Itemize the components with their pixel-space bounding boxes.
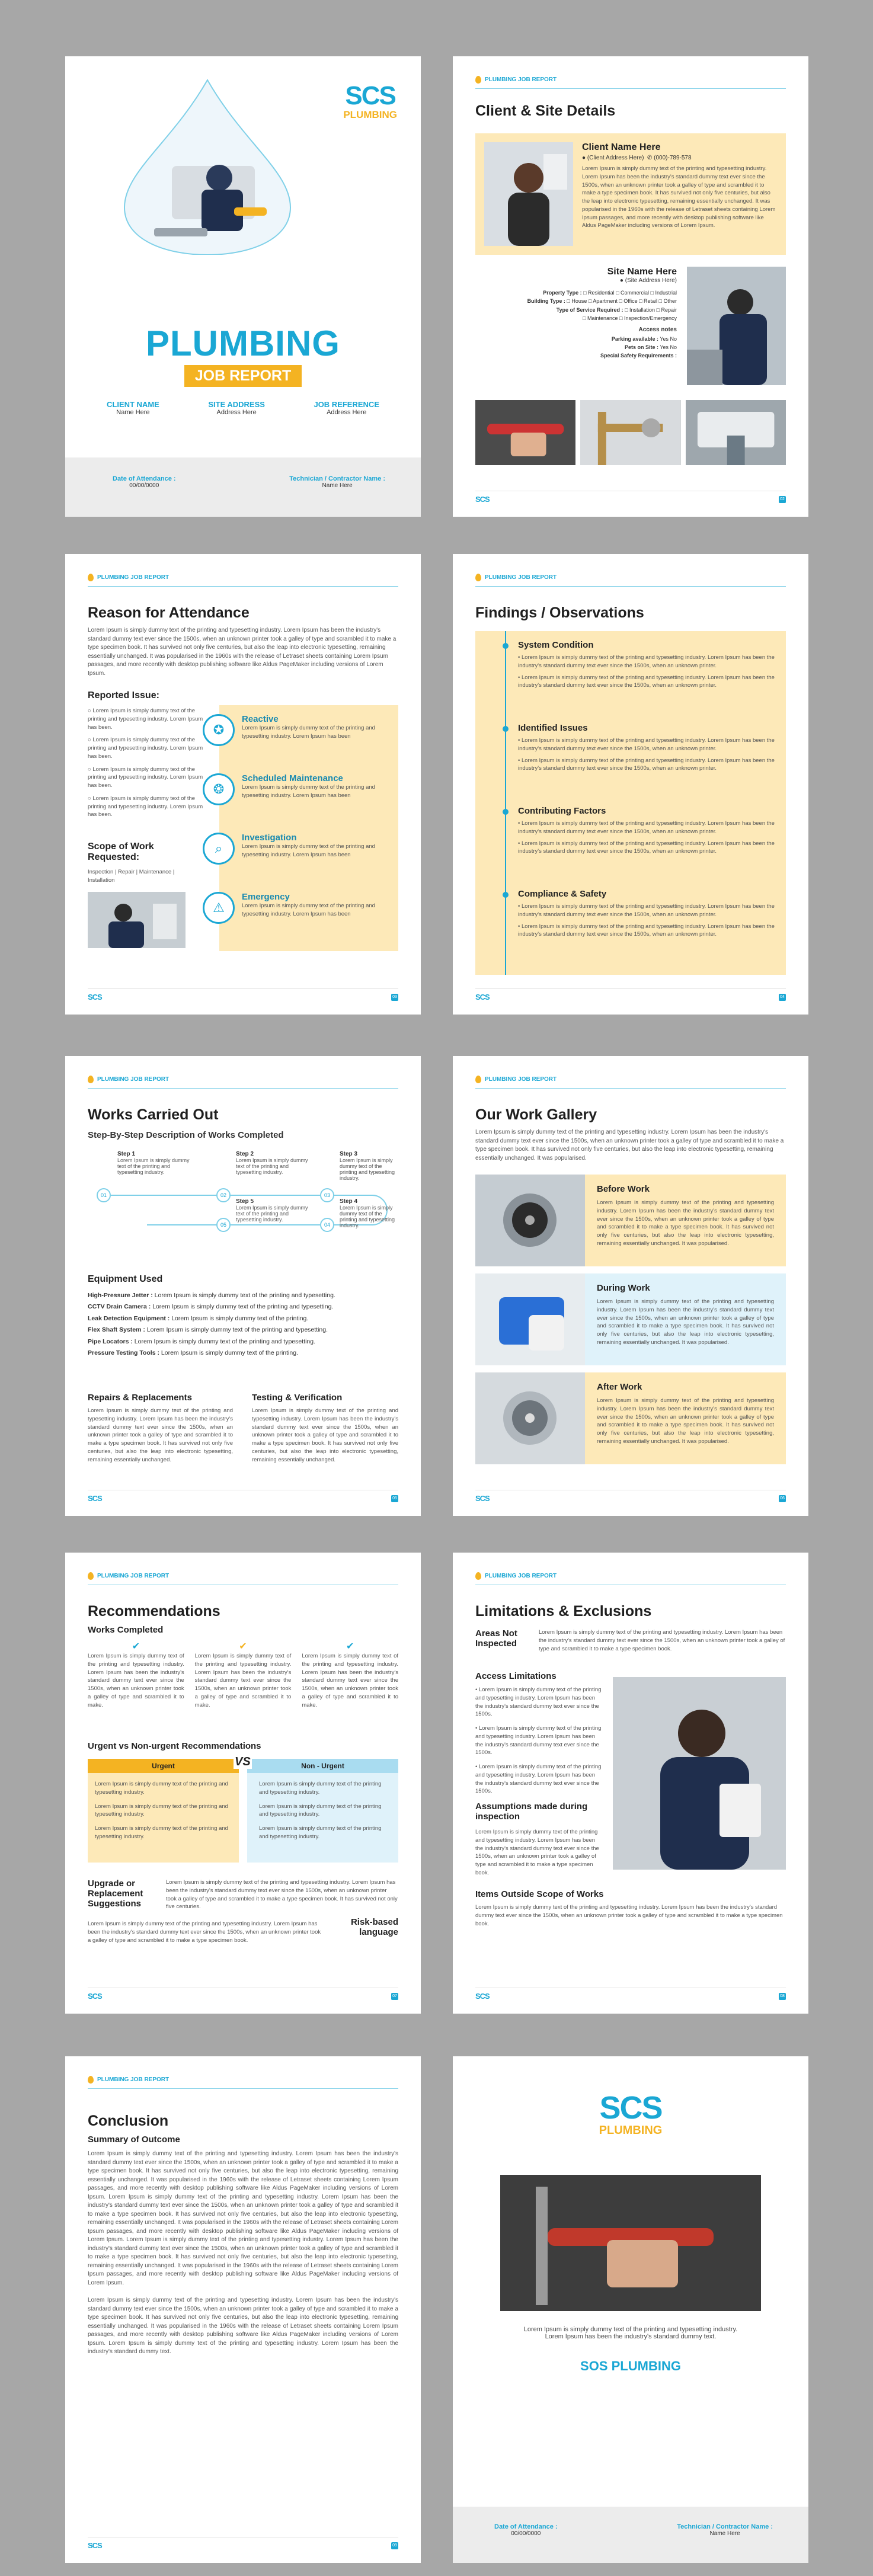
upgrade-text: Lorem Ipsum is simply dummy text of the printing and typesetting industry. Lorem Ipsum has been the industry's standard dummy text ever since the 1500s, when an unknown printer took a galley of type and scrambled it to make a type specimen book. It has survived not only five centuries. [166,1879,398,1911]
completed-list [88,1640,398,1709]
cover-page [65,56,421,517]
site-rows: Property Type : □ Residential □ Commercial □ Industrial Building Type : □ House □ Apartment □ Office □ Retail □ Other Type of Service Required : □ Installation □ Repair □ Maintenance □ Inspection/Emergency Access notes Parking available : Yes No Pets on Site : Yes No Special Safety Requirements : [527,290,677,359]
page-number: 04 [779,994,786,1001]
risk-title: Risk-based language [350,1917,398,1937]
outside-text: Lorem Ipsum is simply dummy text of the printing and typesetting industry. Lorem Ipsum has been the industry's standard dummy text ever since the 1500s, when an unknown printer took a galley of type and scrambled it to make a type specimen book. [475,1904,783,1927]
client-photo [484,142,573,246]
completed-item: ✔ Lorem Ipsum is simply dummy text of the printing and typesetting industry. Lorem Ipsum has been the industry's standard dummy text ever since the 1500s, when an unknown printer took a galley of type and scrambled it to make. [194,1641,292,1708]
repairs-text: Lorem Ipsum is simply dummy text of the printing and typesetting industry. Lorem Ipsum has been the industry's standard dummy text ever since the 1500s, when an unknown printer took a galley of type and scrambled it to make a type specimen book. It has survived not only five centuries, but also the leap into electronic typesetting, remaining essentially unchanged. [88,1407,233,1463]
gallery-item: Before Work Lorem Ipsum is simply dummy text of the printing and typesetting industry. Lorem Ipsum has been the industry's standard dummy text ever since the 1500s, when an unknown printer took a galley of type and scrambled it to make a type specimen book. It has survived not only five centuries, but also the leap into electronic typesetting, remaining essentially unchanged. It was popularised. [475,1175,786,1266]
cover-field: CLIENT NAME Name Here [107,400,159,416]
page-footer [475,1490,786,1503]
site-details [475,267,677,360]
scope-text: Inspection | Repair | Maintenance | Installation [88,869,175,884]
gallery-list [475,1175,786,1464]
wrench-icon: ✪ [203,714,235,746]
areas-title: Areas Not Inspected [475,1628,517,1649]
equipment-title: Equipment Used [88,1274,163,1284]
photo-pipes [580,400,680,465]
footer-logo: SCS [88,2541,102,2550]
attendance-types [203,714,398,951]
page-title: Client & Site Details [475,103,616,119]
client-panel [475,133,786,255]
during-photo [475,1273,585,1365]
list-item: • Lorem Ipsum is simply dummy text of the printing and typesetting industry. Lorem Ipsum has been the industry's standard dummy text ever since the 1500s. [475,1687,602,1718]
summary-paragraph: Lorem Ipsum is simply dummy text of the printing and typesetting industry. Lorem Ipsum has been the industry's standard dummy text ever since the 1500s, when an unknown printer took a galley of type and scrambled it to make a type specimen book. It has survived not only five centuries, but also the leap into electronic typesetting, remaining essentially unchanged. It was popularised in the 1960s with the release of Letraset sheets containing Lorem Ipsum passages, and more recently with desktop publishing software like Aldus PageMaker including versions of Lorem Ipsum. Lorem Ipsum is simply dummy text of the printing and typesetting industry. Lorem Ipsum has been the industry's standard dummy text ever since the 1500s, when an unknown printer took a galley of type and scrambled it to make a type specimen book. It has survived not only five centuries, but also the leap into electronic typesetting, remaining essentially unchanged. It was popularised in the 1960s with the release of Letraset sheets containing Lorem Ipsum passages, and more recently with desktop publishing software like Aldus PageMaker including versions of Lorem Ipsum. Lorem Ipsum is simply dummy text of the printing and typesetting industry. Lorem Ipsum has been the industry's standard dummy text ever since the 1500s, when an unknown printer took a galley of type and scrambled it to make a type specimen book. It has survived not only five centuries, but also the leap into electronic typesetting, remaining essentially unchanged. It was popularised in the 1960s with the release of Letraset sheets containing Lorem Ipsum passages, and more recently with desktop publishing software like Aldus PageMaker including versions of Lorem Ipsum. [88,2151,398,2286]
completed-item: ✔ Lorem Ipsum is simply dummy text of the printing and typesetting industry. Lorem Ipsum has been the industry's standard dummy text ever since the 1500s, when an unknown printer took a galley of type and scrambled it to make. [88,1641,184,1708]
page-number: 08 [779,1993,786,2000]
equipment-item: High-Pressure Jetter : Lorem Ipsum is simply dummy text of the printing and typesetting. [88,1292,335,1299]
page-header: PLUMBING JOB REPORT [88,574,398,587]
cover-field: JOB REFERENCE Address Here [314,400,379,416]
list-item: ○ Lorem Ipsum is simply dummy text of the printing and typesetting industry. Lorem Ipsum has been. [88,795,203,818]
page-footer [88,988,398,1001]
footer-logo: SCS [88,993,102,1001]
type-item: ⚠ Emergency Lorem Ipsum is simply dummy text of the printing and typesetting industry. Lorem Ipsum has been [203,892,398,951]
page-title: Conclusion [88,2113,169,2129]
location-icon: ● [582,155,586,161]
reported-title: Reported Issue: [88,690,159,700]
cover-footer: Date of Attendance : 00/00/0000 Technician / Contractor Name : Name Here [65,457,421,517]
timeline-dot [503,892,509,898]
access-title: Access Limitations [475,1671,557,1681]
step-item: Step 5 Lorem Ipsum is simply dummy text of the printing and typesetting industry. [236,1198,308,1223]
page-number: 05 [391,1495,398,1502]
page-header: PLUMBING JOB REPORT [88,1572,398,1585]
outside-title: Items Outside Scope of Works [475,1889,604,1899]
step-item: Step 1 Lorem Ipsum is simply dummy text of the printing and typesetting industry. [117,1151,190,1175]
drop-icon [475,574,481,581]
timeline-dot [503,809,509,815]
back-brand: SOS PLUMBING [580,2359,681,2373]
upgrade-title: Upgrade or Replacement Suggestions [88,1879,143,1909]
step-number: 03 [320,1188,334,1202]
page-footer [88,1988,398,2001]
list-item: ○ Lorem Ipsum is simply dummy text of the printing and typesetting industry. Lorem Ipsum has been. [88,737,203,760]
cover-field: SITE ADDRESS Address Here [208,400,265,416]
timeline-dot [503,726,509,732]
step-item: Step 3 Lorem Ipsum is simply dummy text of the printing and typesetting industry. [340,1151,395,1181]
page-number: 06 [779,1495,786,1502]
page-title: Reason for Attendance [88,604,250,621]
back-photo [500,2175,761,2311]
drop-icon [88,1572,94,1580]
footer-logo: SCS [475,993,490,1001]
site-photo-strip [475,400,786,465]
page-header: PLUMBING JOB REPORT [88,1076,398,1089]
footer-logo: SCS [475,1992,490,2001]
step-number: 01 [97,1188,111,1202]
timeline-line [505,631,506,975]
calendar-icon: ❂ [203,773,235,805]
client-description: Lorem Ipsum is simply dummy text of the printing and typesetting industry. Lorem Ipsum has been the industry's standard dummy text ever since the 1500s, when an unknown printer took a galley of type and scrambled it to make a type specimen book. It has survived not only five centuries, but also the leap into electronic typesetting, remaining essentially unchanged. It was popularised in the 1960s with the release of Letraset sheets containing Lorem Ipsum passages, and more recently with desktop publishing software like Aldus PageMaker including versions of Lorem Ipsum. [582,165,776,229]
timeline-dot [503,643,509,649]
gallery-page [453,1056,808,1516]
drop-icon [475,1076,481,1083]
list-item: ○ Lorem Ipsum is simply dummy text of the printing and typesetting industry. Lorem Ipsum has been. [88,766,203,789]
type-item: ✪ Reactive Lorem Ipsum is simply dummy text of the printing and typesetting industry. Lorem Ipsum has been [203,714,398,773]
page-header: PLUMBING JOB REPORT [475,1572,786,1585]
repairs-title: Repairs & Replacements [88,1393,192,1403]
site-photo [687,267,786,385]
completed-item: ✔ Lorem Ipsum is simply dummy text of the printing and typesetting industry. Lorem Ipsum has been the industry's standard dummy text ever since the 1500s, when an unknown printer took a galley of type and scrambled it to make. [302,1641,399,1708]
urgent-title: Urgent vs Non-urgent Recommendations [88,1741,261,1751]
scope-photo [88,892,186,948]
footer-logo: SCS [475,1494,490,1503]
limitations-page [453,1553,808,2014]
findings-page [453,554,808,1015]
list-item: • Lorem Ipsum is simply dummy text of the printing and typesetting industry. Lorem Ipsum has been the industry's standard dummy text ever since the 1500s. [475,1764,602,1795]
risk-text: Lorem Ipsum is simply dummy text of the printing and typesetting industry. Lorem Ipsum has been the industry's standard dummy text ever since the 1500s, when an unknown printer took a galley of type and scrambled it to make a type specimen book. [88,1921,321,1944]
page-footer [475,988,786,1001]
testing-text: Lorem Ipsum is simply dummy text of the printing and typesetting industry. Lorem Ipsum has been the industry's standard dummy text ever since the 1500s, when an unknown printer took a galley of type and scrambled it to make a type specimen book. It has survived not only five centuries, but also the leap into electronic typesetting, remaining essentially unchanged. [252,1407,398,1463]
footer-logo: SCS [88,1992,102,2001]
intro-text: Lorem Ipsum is simply dummy text of the printing and typesetting industry. Lorem Ipsum has been the industry's standard dummy text ever since the 1500s, when an unknown printer took a galley of type and scrambled it to make a type specimen book. It has survived not only five centuries, but also the leap into electronic typesetting, remaining essentially unchanged. It was popularised in the 1960s with the release of Letraset sheets containing Lorem Ipsum passages, and more recently with desktop publishing software like Aldus PageMaker including versions of Lorem Ipsum. [88,627,396,677]
drop-icon [88,2076,94,2084]
cover-fields [107,400,379,416]
drop-icon [475,1572,481,1580]
summary-paragraph: Lorem Ipsum is simply dummy text of the printing and typesetting industry. Lorem Ipsum has been the industry's standard dummy text ever since the 1500s, when an unknown printer took a galley of type and scrambled it to make a type specimen book. It has survived not only five centuries, but also the leap into electronic typesetting, remaining essentially unchanged. It was popularised in the 1960s with the release of Letraset sheets containing Lorem Ipsum passages, and more recently with desktop publishing software like Aldus PageMaker including versions of Lorem Ipsum. Lorem Ipsum is simply dummy text of the printing and typesetting industry. Lorem Ipsum has been the industry's standard dummy text. [88,2297,398,2355]
drop-icon [475,76,481,84]
cover-logo: SCS PLUMBING [343,81,397,120]
equipment-item: Pipe Locators : Lorem Ipsum is simply dummy text of the printing and typesetting. [88,1337,315,1345]
technician-photo [613,1677,786,1870]
client-name: Client Name Here [582,142,661,152]
before-photo [475,1175,585,1266]
location-icon: ● [619,277,623,284]
recommendations-page [65,1553,421,2014]
findings-sections [518,640,779,972]
page-title: Recommendations [88,1603,220,1620]
areas-text: Lorem Ipsum is simply dummy text of the printing and typesetting industry. Lorem Ipsum has been the industry's standard dummy text ever since the 1500s, when an unknown printer took a galley of type and scrambled it to make a type specimen book. [539,1629,785,1652]
equipment-list [88,1290,398,1359]
phone-icon: ✆ [647,155,653,161]
page-title: Works Carried Out [88,1106,219,1123]
step-item: Step 2 Lorem Ipsum is simply dummy text of the printing and typesetting industry. [236,1151,308,1175]
page-header: PLUMBING JOB REPORT [475,76,786,89]
site-name: Site Name Here [607,267,677,277]
conclusion-page [65,2056,421,2563]
photo-sink [686,400,786,465]
equipment-item: Leak Detection Equipment : Lorem Ipsum is simply dummy text of the printing. [88,1314,309,1322]
page-number: 03 [391,994,398,1001]
drop-icon [88,1076,94,1083]
photo-tools [475,400,575,465]
list-item: ○ Lorem Ipsum is simply dummy text of the printing and typesetting industry. Lorem Ipsum has been. [88,708,203,731]
list-item: • Lorem Ipsum is simply dummy text of the printing and typesetting industry. Lorem Ipsum has been the industry's standard dummy text ever since the 1500s. [475,1725,602,1756]
equipment-item: CCTV Drain Camera : Lorem Ipsum is simply dummy text of the printing and typesetting. [88,1303,334,1311]
magnifier-icon: ⌕ [203,833,235,865]
assumptions-title: Assumptions made during inspection [475,1801,588,1822]
summary-title: Summary of Outcome [88,2135,180,2145]
scope-title: Scope of Work Requested: [88,841,154,862]
check-icon: ✔ [239,1641,247,1652]
testing-title: Testing & Verification [252,1393,343,1403]
step-item: Step 4 Lorem Ipsum is simply dummy text of the printing and typesetting industry. [340,1198,395,1228]
client-page [453,56,808,517]
type-item: ⌕ Investigation Lorem Ipsum is simply dummy text of the printing and typesetting industry. Lorem Ipsum has been [203,833,398,892]
step-number: 04 [320,1218,334,1232]
reason-page [65,554,421,1015]
client-contact: ● (Client Address Here) ✆ (000)-789-578 [582,155,692,161]
check-icon: ✔ [132,1641,140,1652]
page-header: PLUMBING JOB REPORT [475,574,786,587]
page-number: 07 [391,1993,398,2000]
page-number: 09 [391,2542,398,2549]
intro-text: Lorem Ipsum is simply dummy text of the printing and typesetting industry. Lorem Ipsum has been the industry's standard dummy text ever since the 1500s, when an unknown printer took a galley of type and scrambled it to make a type specimen book. It has survived not only five centuries, but also the leap into electronic typesetting, remaining essentially unchanged. It was popularised. [475,1129,784,1161]
page-footer [475,1988,786,2001]
steps-diagram [88,1151,398,1263]
check-icon: ✔ [346,1641,354,1652]
assumptions-text: Lorem Ipsum is simply dummy text of the printing and typesetting industry. Lorem Ipsum has been the industry's standard dummy text ever since the 1500s, when an unknown printer took a galley of type and scrambled it to make a type specimen book. [475,1829,599,1876]
reported-list [88,707,206,819]
page-number: 02 [779,496,786,503]
back-cover-page [453,2056,808,2563]
step-number: 05 [216,1218,231,1232]
urgent-panel: Urgent Lorem Ipsum is simply dummy text of the printing and typesetting industry. Lorem Ipsum is simply dummy text of the printing and typesetting industry. Lorem Ipsum is simply dummy text of the printing and typesetting industry. [88,1759,239,1863]
page-header: PLUMBING JOB REPORT [88,2076,398,2089]
gallery-item: During Work Lorem Ipsum is simply dummy text of the printing and typesetting industry. Lorem Ipsum has been the industry's standard dummy text ever since the 1500s, when an unknown printer took a galley of type and scrambled it to make a type specimen book. It has survived not only five centuries, but also the leap into electronic typesetting, remaining essentially unchanged. It was popularised. [475,1273,786,1365]
equipment-item: Flex Shaft System : Lorem Ipsum is simply dummy text of the printing and typesetting. [88,1326,328,1334]
findings-section: Contributing Factors • Lorem Ipsum is simply dummy text of the printing and typesetting industry. Lorem Ipsum has been the industry's standard dummy text ever since the 1500s, when an unknown printer. • Lorem Ipsum is simply dummy text of the printing and typesetting industry. Lorem Ipsum has been the industry's standard dummy text ever since the 1500s, when an unknown printer. [518,806,775,855]
findings-section: Compliance & Safety • Lorem Ipsum is simply dummy text of the printing and typesetting industry. Lorem Ipsum has been the industry's standard dummy text ever since the 1500s, when an unknown printer. • Lorem Ipsum is simply dummy text of the printing and typesetting industry. Lorem Ipsum has been the industry's standard dummy text ever since the 1500s, when an unknown printer. [518,889,775,938]
after-photo [475,1372,585,1464]
page-footer [475,491,786,504]
page-footer [88,1490,398,1503]
findings-section: System Condition • Lorem Ipsum is simply dummy text of the printing and typesetting industry. Lorem Ipsum has been the industry's standard dummy text ever since the 1500s, when an unknown printer. • Lorem Ipsum is simply dummy text of the printing and typesetting industry. Lorem Ipsum has been the industry's standard dummy text ever since the 1500s, when an unknown printer. [518,640,775,689]
findings-section: Identified Issues • Lorem Ipsum is simply dummy text of the printing and typesetting industry. Lorem Ipsum has been the industry's standard dummy text ever since the 1500s, when an unknown printer. • Lorem Ipsum is simply dummy text of the printing and typesetting industry. Lorem Ipsum has been the industry's standard dummy text ever since the 1500s, when an unknown printer. [518,723,775,772]
back-footer: Date of Attendance : 00/00/0000 Technician / Contractor Name : Name Here [453,2507,808,2563]
back-logo: SCS PLUMBING [599,2090,663,2137]
back-text: Lorem Ipsum is simply dummy text of the printing and typesetting industry. Lorem Ipsum has been the industry's standard dummy text. [523,2326,738,2340]
non-urgent-panel: Non - Urgent Lorem Ipsum is simply dummy text of the printing and typesetting industry. Lorem Ipsum is simply dummy text of the printing and typesetting industry. Lorem Ipsum is simply dummy text of the printing and typesetting industry. [247,1759,398,1863]
access-list [475,1686,603,1796]
page-footer [88,2537,398,2550]
page-header: PLUMBING JOB REPORT [475,1076,786,1089]
site-address: ● (Site Address Here) [619,277,677,284]
vs-badge: VS [235,1755,251,1768]
page-title: Limitations & Exclusions [475,1603,652,1620]
page-subtitle: Step-By-Step Description of Works Completed [88,1130,284,1140]
type-item: ❂ Scheduled Maintenance Lorem Ipsum is simply dummy text of the printing and typesetting industry. Lorem Ipsum has been [203,773,398,833]
footer-logo: SCS [475,495,490,504]
alarm-icon: ⚠ [203,892,235,924]
completed-title: Works Completed [88,1625,164,1635]
cover-drop-shape [83,77,332,255]
step-number: 02 [216,1188,231,1202]
works-page [65,1056,421,1516]
footer-logo: SCS [88,1494,102,1503]
page-title: Our Work Gallery [475,1106,597,1123]
equipment-item: Pressure Testing Tools : Lorem Ipsum is simply dummy text of the printing. [88,1349,298,1357]
drop-icon [88,574,94,581]
cover-title: PLUMBING JOB REPORT [65,323,421,387]
page-title: Findings / Observations [475,604,644,621]
gallery-item: After Work Lorem Ipsum is simply dummy text of the printing and typesetting industry. Lorem Ipsum has been the industry's standard dummy text ever since the 1500s, when an unknown printer took a galley of type and scrambled it to make a type specimen book. It has survived not only five centuries, but also the leap into electronic typesetting, remaining essentially unchanged. It was popularised. [475,1372,786,1464]
